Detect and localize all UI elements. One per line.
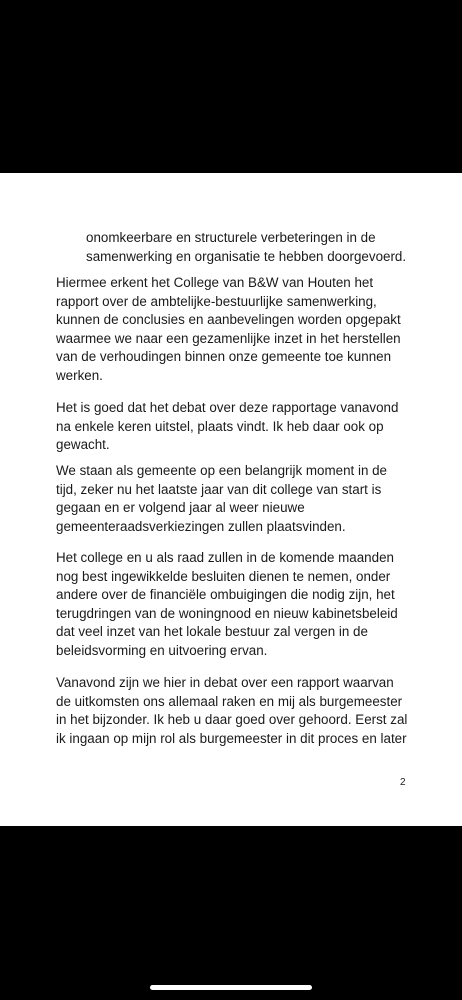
text-line: rapport over de ambtelijke-bestuurlijke samenwerking, — [56, 293, 377, 309]
text-line: ik ingaan op mijn rol als burgemeester in dit proces en later — [56, 730, 407, 746]
paragraph-belangrijk-moment — [56, 462, 387, 536]
text-line: gegaan en er volgend jaar al weer nieuwe — [56, 500, 305, 516]
text-line: de uitkomsten ons allemaal raken en mij als burgemeester — [56, 693, 403, 709]
text-line: gemeenteraadsverkiezingen zullen plaatsvinden. — [56, 518, 346, 534]
text-line: andere over de financiële ombuigingen die nodig zijn, het — [56, 587, 395, 603]
text-line: onomkeerbare en structurele verbeteringen in de — [86, 230, 376, 245]
text-line: na enkele keren uitstel, plaats vindt. Ik heb daar ook op — [56, 418, 384, 434]
text-line: Het college en u als raad zullen in de komende maanden — [56, 550, 394, 565]
text-line: We staan als gemeente op een belangrijk moment in de — [56, 463, 387, 478]
text-line: samenwerking en organisatie te hebben doorgevoerd. — [86, 248, 407, 264]
text-line: kunnen de conclusies en aanbevelingen worden opgepakt — [56, 312, 401, 328]
home-indicator[interactable] — [150, 985, 312, 990]
text-line: tijd, zeker nu het laatste jaar van dit college van start is — [56, 481, 382, 497]
text-line: gewacht. — [56, 437, 110, 453]
text-line: nog best ingewikkelde besluiten dienen te nemen, onder — [56, 568, 391, 584]
bottom-black-bar — [0, 826, 462, 1000]
text-line: in het bijzonder. Ik heb u daar goed over gehoord. Eerst zal — [56, 712, 408, 728]
text-line: dat veel inzet van het lokale bestuur zal vergen in de — [56, 624, 368, 640]
text-line: waarmee we naar een gezamenlijke inzet in het herstellen — [56, 330, 401, 346]
paragraph-besluiten — [56, 549, 398, 661]
top-black-bar — [0, 0, 462, 173]
text-line: Hiermee erkent het College van B&W van Houten het — [56, 275, 374, 290]
paragraph-vanavond — [56, 674, 407, 748]
text-line: terugdringen van de woningnood en nieuw kabinetsbeleid — [56, 605, 398, 621]
paragraph-continuation — [86, 229, 406, 266]
paragraph-college-erkent — [56, 274, 401, 386]
text-line: van de verhoudingen binnen onze gemeente toe kunnen — [56, 349, 392, 365]
paragraph-debat — [56, 399, 398, 455]
text-line: beleidsvorming en uitvoering ervan. — [56, 642, 268, 658]
text-line: werken. — [56, 367, 103, 383]
text-line: Het is goed dat het debat over deze rapportage vanavond — [56, 400, 399, 415]
page-number: 2 — [400, 777, 406, 788]
text-line: Vanavond zijn we hier in debat over een rapport waarvan — [56, 675, 394, 690]
document-page[interactable] — [0, 173, 462, 826]
